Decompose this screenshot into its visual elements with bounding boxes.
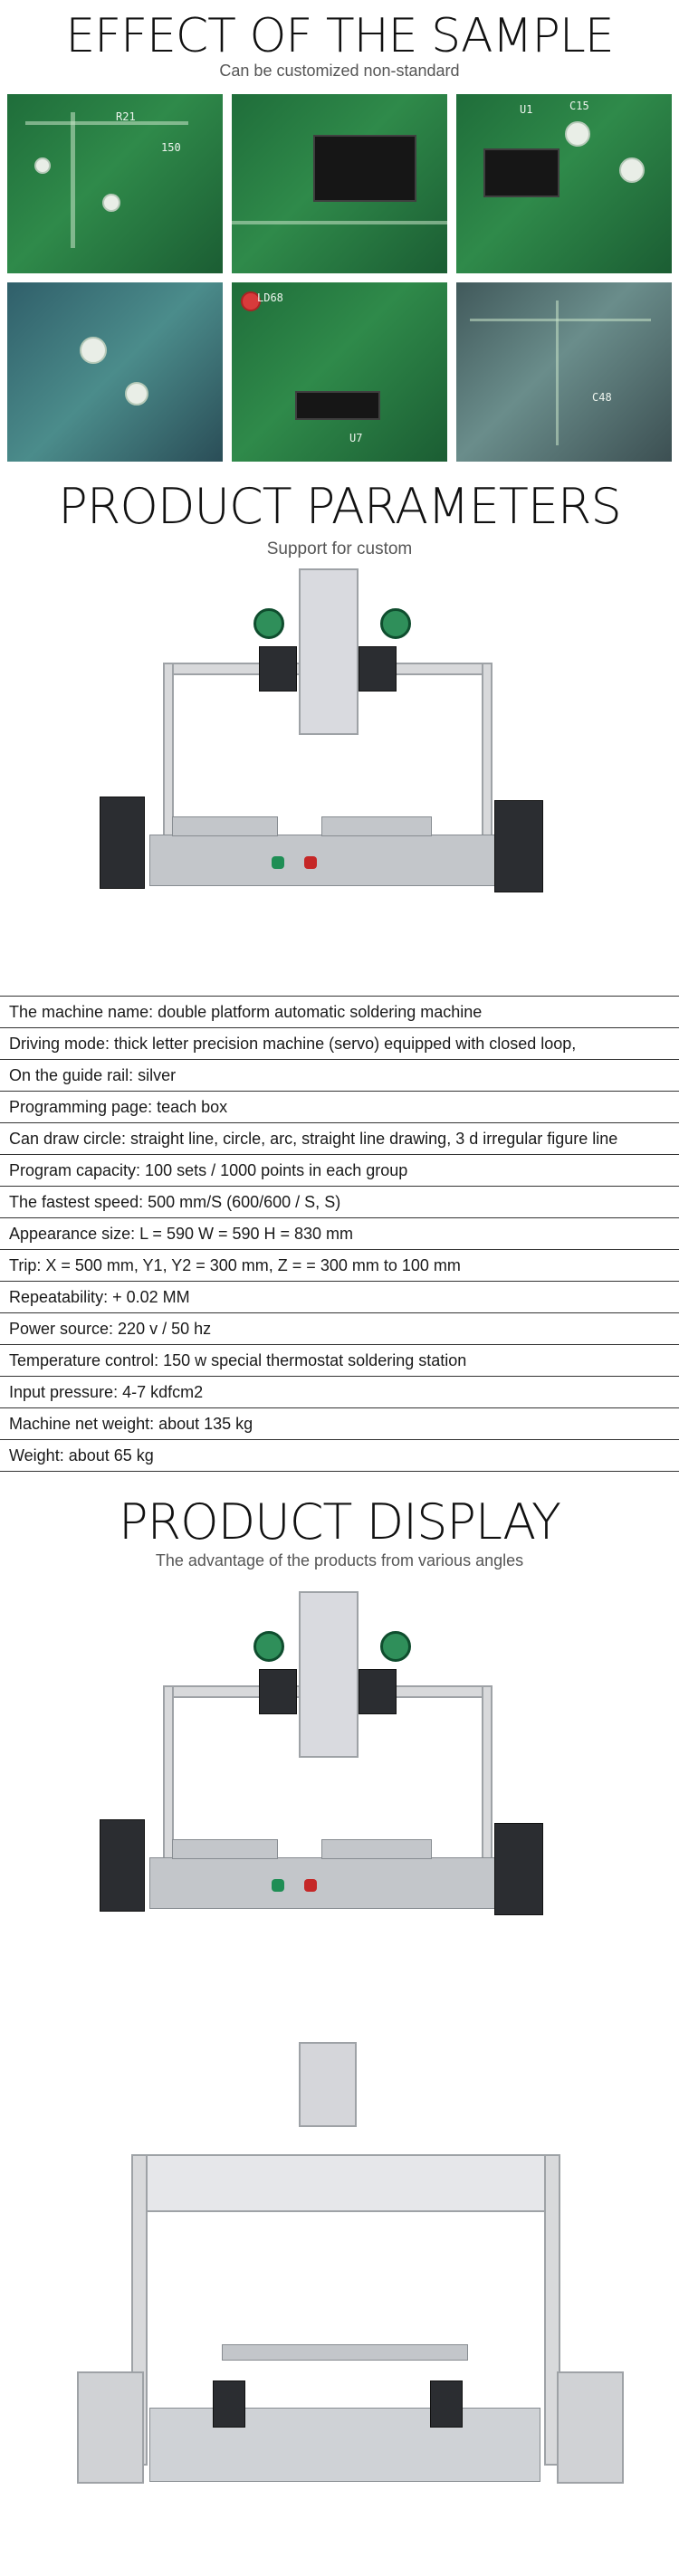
param-row [0, 1345, 679, 1377]
param-row [0, 1440, 679, 1472]
machine-image-angle [100, 1586, 552, 1993]
param-text: Programming page: teach box [9, 1097, 228, 1116]
param-text: The fastest speed: 500 mm/S (600/600 / S, S) [9, 1192, 341, 1211]
param-text: Can draw circle: straight line, circle, arc, straight line drawing, 3 d irregular figure line [9, 1129, 618, 1148]
param-row [0, 1377, 679, 1408]
sample-image-6 [456, 282, 672, 462]
param-row [0, 1123, 679, 1155]
param-row [0, 1282, 679, 1313]
parameters-section-subtitle: Support for custom [266, 539, 413, 558]
param-row [0, 1250, 679, 1282]
silk-label: LD68 [257, 291, 283, 304]
parameters-table [0, 996, 679, 1472]
sample-image-1 [7, 94, 223, 273]
param-row [0, 1187, 679, 1218]
sample-image-2 [232, 94, 447, 273]
sample-section-title: EFFECT OF THE SAMPLE [65, 9, 614, 63]
param-text: Driving mode: thick letter precision machine (servo) equipped with closed loop, [9, 1034, 577, 1053]
param-text: Temperature control: 150 w special thermostat soldering station [9, 1350, 467, 1369]
param-row [0, 1313, 679, 1345]
machine-image-rear [50, 2037, 629, 2543]
param-row [0, 1155, 679, 1187]
silk-label: U7 [349, 432, 363, 444]
param-text: Program capacity: 100 sets / 1000 points in each group [9, 1160, 408, 1179]
display-section-subtitle: The advantage of the products from various angles [155, 1551, 524, 1569]
sample-image-3 [456, 94, 672, 273]
silk-label: C15 [569, 100, 589, 112]
param-row [0, 1060, 679, 1092]
param-text: Trip: X = 500 mm, Y1, Y2 = 300 mm, Z = = 300 mm to 100 mm [9, 1255, 461, 1274]
param-text: Repeatability: + 0.02 MM [9, 1287, 190, 1306]
param-text: Power source: 220 v / 50 hz [9, 1319, 212, 1338]
sample-image-5 [232, 282, 447, 462]
param-text: Weight: about 65 kg [9, 1445, 154, 1465]
param-row [0, 1028, 679, 1060]
param-text: Machine net weight: about 135 kg [9, 1414, 253, 1433]
sample-section-subtitle: Can be customized non-standard [219, 62, 460, 80]
silk-label: U1 [520, 103, 533, 116]
param-row [0, 1092, 679, 1123]
sample-image-4 [7, 282, 223, 462]
param-row [0, 997, 679, 1028]
param-text: Appearance size: L = 590 W = 590 H = 830 mm [9, 1224, 354, 1243]
machine-image-front [100, 563, 552, 970]
silk-label: C48 [592, 391, 612, 404]
param-row [0, 1218, 679, 1250]
param-row [0, 1408, 679, 1440]
parameters-section-title: PRODUCT PARAMETERS [58, 478, 621, 535]
silk-label: 150 [161, 141, 181, 154]
display-section-title: PRODUCT DISPLAY [119, 1493, 560, 1550]
param-text: On the guide rail: silver [9, 1065, 177, 1084]
silk-label: R21 [116, 110, 136, 123]
param-text: Input pressure: 4-7 kdfcm2 [9, 1382, 204, 1401]
param-text: The machine name: double platform automatic soldering machine [9, 1002, 483, 1021]
